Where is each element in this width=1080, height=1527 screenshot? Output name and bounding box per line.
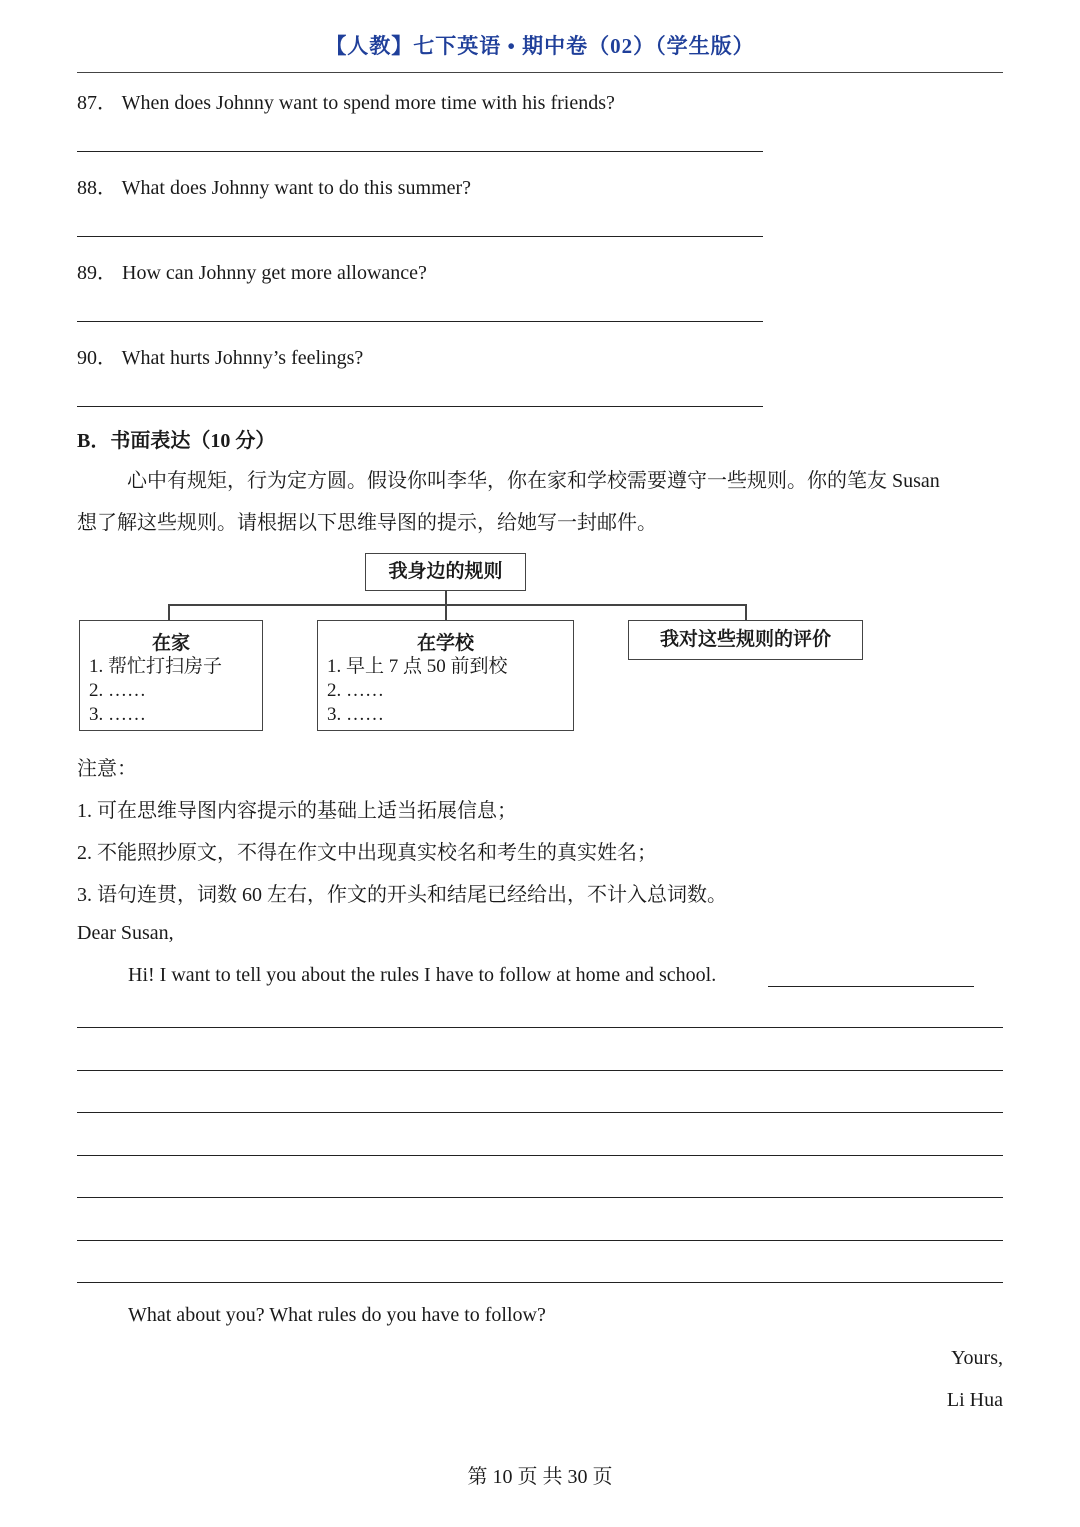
letter-closing-question: What about you? What rules do you have to follow? (128, 1304, 546, 1326)
writing-line-3[interactable] (77, 1112, 1003, 1113)
note-1: 1. 可在思维导图内容提示的基础上适当拓展信息； (77, 800, 517, 822)
answer-line-90[interactable] (77, 406, 763, 407)
school-item-3: 3. …… (327, 704, 384, 725)
home-item-3: 3. …… (89, 704, 146, 725)
question-89: 89． How can Johnny get more allowance? (77, 262, 427, 284)
question-90: 90． What hurts Johnny’s feelings? (77, 347, 364, 369)
connector-home (168, 604, 170, 621)
mind-map-school-box (317, 620, 574, 731)
writing-line-4[interactable] (77, 1155, 1003, 1156)
section-b-intro-line1: 心中有规矩，行为定方圆。假设你叫李华，你在家和学校需要遵守一些规则。你的笔友 Susan (127, 470, 940, 492)
school-box-title: 在学校 (416, 633, 474, 654)
mind-map-evaluation-box: 我对这些规则的评价 (628, 620, 863, 660)
connector-root-down (445, 591, 447, 621)
page-footer: 第 10 页 共 30 页 (467, 1466, 613, 1488)
note-2: 2. 不能照抄原文，不得在作文中出现真实校名和考生的真实姓名； (77, 842, 657, 864)
school-item-1: 1. 早上 7 点 50 前到校 (327, 656, 508, 677)
section-b-intro-line2: 想了解这些规则。请根据以下思维导图的提示，给她写一封邮件。 (77, 512, 657, 534)
connector-evaluation (745, 604, 747, 621)
writing-line-1[interactable] (77, 1027, 1003, 1028)
writing-line-2[interactable] (77, 1070, 1003, 1071)
header-divider (77, 72, 1003, 73)
page-header-title: 【人教】七下英语 • 期中卷（02）（学生版） (325, 34, 755, 58)
mind-map-root: 我身边的规则 (365, 553, 526, 591)
answer-line-89[interactable] (77, 321, 763, 322)
letter-opening: Hi! I want to tell you about the rules I have to follow at home and school. (128, 964, 717, 986)
answer-line-87[interactable] (77, 151, 763, 152)
note-3: 3. 语句连贯，词数 60 左右，作文的开头和结尾已经给出，不计入总词数。 (77, 884, 727, 906)
writing-line-5[interactable] (77, 1197, 1003, 1198)
question-87: 87． When does Johnny want to spend more time with his friends? (77, 92, 615, 114)
connector-horizontal (168, 604, 746, 606)
question-88: 88． What does Johnny want to do this summer? (77, 177, 472, 199)
opening-blank-line[interactable] (768, 986, 974, 987)
letter-greeting: Dear Susan, (77, 922, 174, 944)
writing-line-7[interactable] (77, 1282, 1003, 1283)
home-box-title: 在家 (151, 633, 190, 654)
mind-map-home-box (79, 620, 263, 731)
letter-signoff: Yours, (951, 1347, 1003, 1369)
school-item-2: 2. …… (327, 680, 384, 701)
section-b-title: B．书面表达（10 分） (77, 430, 276, 452)
home-item-2: 2. …… (89, 680, 146, 701)
writing-line-6[interactable] (77, 1240, 1003, 1241)
notes-label: 注意： (77, 758, 137, 780)
answer-line-88[interactable] (77, 236, 763, 237)
letter-signature: Li Hua (946, 1389, 1003, 1411)
home-item-1: 1. 帮忙打扫房子 (89, 656, 223, 677)
